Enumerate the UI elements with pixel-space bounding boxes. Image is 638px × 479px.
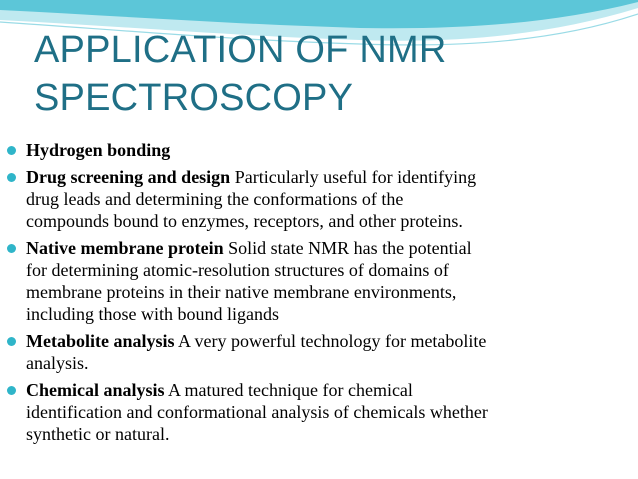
slide-title [34,26,614,122]
bullet-item-chemical-analysis [6,379,630,445]
bullet-text: A very powerful technology for metabolite [174,331,487,351]
bullet-heading: Chemical analysis [26,380,165,400]
bullet-item-metabolite-analysis [6,330,630,374]
bullet-heading: Drug screening and design [26,167,231,187]
bullet-heading: Hydrogen bonding [26,140,171,160]
bullet-heading: Metabolite analysis [26,331,175,351]
bullet-line: analysis. [26,353,89,373]
bullet-line [26,139,630,161]
bullet-item-drug-screening [6,166,630,232]
bullet-text: A matured technique for chemical [164,380,413,400]
bullet-line: for determining atomic-resolution structures of domains of [26,260,449,280]
slide-title-line-2: SPECTROSCOPY [34,77,354,119]
bullet-line: identification and conformational analysis of chemicals whether [26,402,488,422]
bullet-line [26,330,630,352]
bullet-item-hydrogen-bonding [6,139,630,161]
bullet-text: Solid state NMR has the potential [223,238,472,258]
bullet-line: compounds bound to enzymes, receptors, and other proteins. [26,211,463,231]
bullet-text: Particularly useful for identifying [230,167,477,187]
bullet-line: membrane proteins in their native membrane environments, [26,282,457,302]
bullet-line: including those with bound ligands [26,304,279,324]
bullet-list [6,139,630,450]
bullet-line [26,379,630,401]
bullet-heading: Native membrane protein [26,238,224,258]
bullet-line [26,166,630,188]
slide-title-line-1: APPLICATION OF NMR [34,29,447,71]
bullet-line: drug leads and determining the conformations of the [26,189,404,209]
bullet-line: synthetic or natural. [26,424,170,444]
bullet-item-native-membrane-protein [6,237,630,325]
bullet-line [26,237,630,259]
